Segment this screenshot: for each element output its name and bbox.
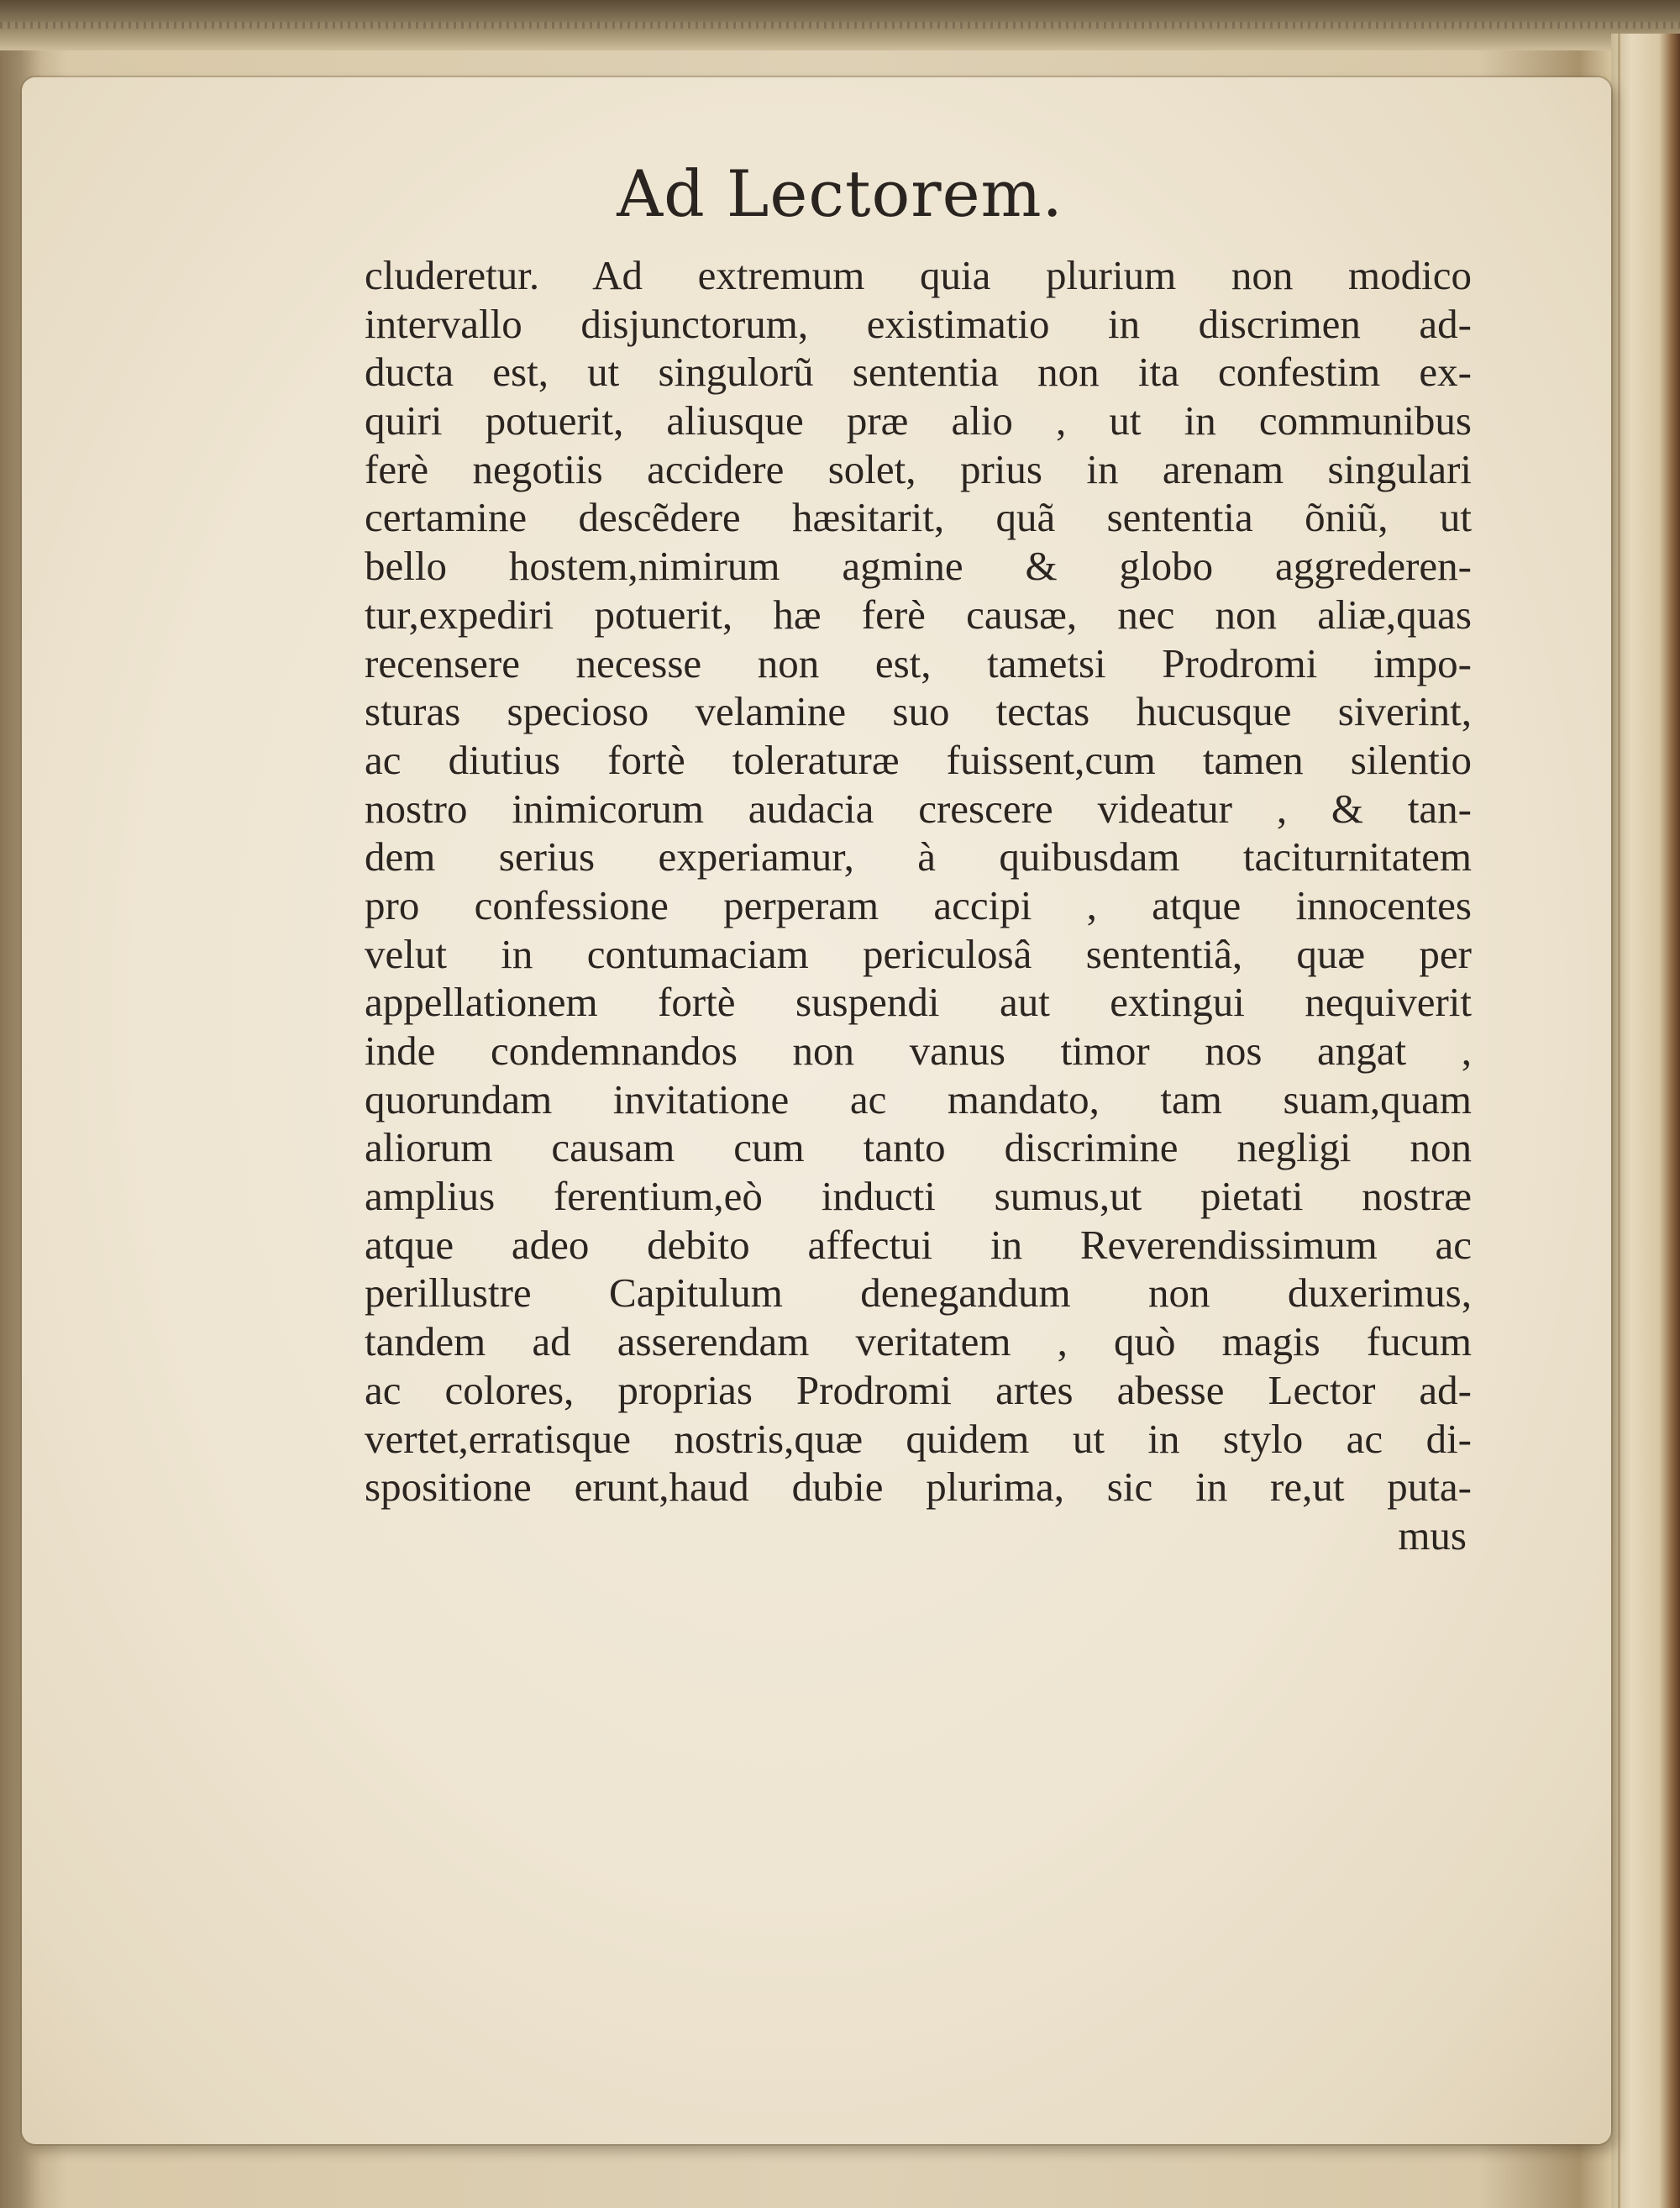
text-line: ac diutius fortè toleraturæ fuissent,cum tamen silentio [365,736,1472,783]
text-line: atque adeo debito affectui in Reverendissimum ac [365,1221,1472,1268]
text-line: nostro inimicorum audacia crescere videatur , & tan- [365,785,1472,832]
text-line: quorundam invitatione ac mandato, tam suam,quam [365,1075,1472,1122]
text-line: aliorum causam cum tanto discrimine negligi non [365,1124,1472,1171]
text-line: ac colores, proprias Prodromi artes abesse Lector ad- [365,1366,1472,1413]
text-line: cluderetur. Ad extremum quia plurium non modico [365,252,1472,298]
text-line: pro confessione perperam accipi , atque innocentes [365,881,1472,928]
text-line: ducta est, ut singulorũ sententia non ita confestim ex- [365,349,1472,396]
text-line: tur,expediri potuerit, hæ ferè causæ, nec non aliæ,quas [365,591,1472,638]
text-line: certamine descẽdere hæsitarit, quã sententia õniũ, ut [365,494,1472,541]
binding-top-edge [0,0,1680,50]
text-line: sturas specioso velamine suo tectas hucusque siverint, [365,688,1472,735]
text-line: recensere necesse non est, tametsi Prodromi impo- [365,639,1472,686]
page-heading: Ad Lectorem. [617,156,1063,231]
text-line: intervallo disjunctorum, existimatio in discrimen ad- [365,300,1472,347]
text-line: dem serius experiamur, à quibusdam taciturnitatem [365,833,1472,881]
text-line: quiri potuerit, aliusque præ alio , ut in communibus [365,397,1472,444]
text-line: bello hostem,nimirum agmine & globo aggrederen- [365,543,1472,590]
text-line: ferè negotiis accidere solet, prius in arenam singulari [365,445,1472,492]
text-line: appellationem fortè suspendi aut extingui nequiverit [365,979,1472,1026]
text-line: perillustre Capitulum denegandum non duxerimus, [365,1270,1472,1317]
body-text [365,251,1472,1560]
text-line: tandem ad asserendam veritatem , quò magis fucum [365,1318,1472,1365]
text-line: inde condemnandos non vanus timor nos angat , [365,1028,1472,1074]
text-line: spositione erunt,haud dubie plurima, sic in re,ut puta- [365,1464,1472,1511]
text-line: velut in contumaciam periculosâ sententiâ, quæ per [365,930,1472,977]
catchword: mus [1398,1511,1467,1559]
text-line: vertet,erratisque nostris,quæ quidem ut in stylo ac di- [365,1415,1472,1462]
next-page-edge [1611,34,1680,2208]
text-line: amplius ferentium,eò inducti sumus,ut pietati nostræ [365,1173,1472,1220]
